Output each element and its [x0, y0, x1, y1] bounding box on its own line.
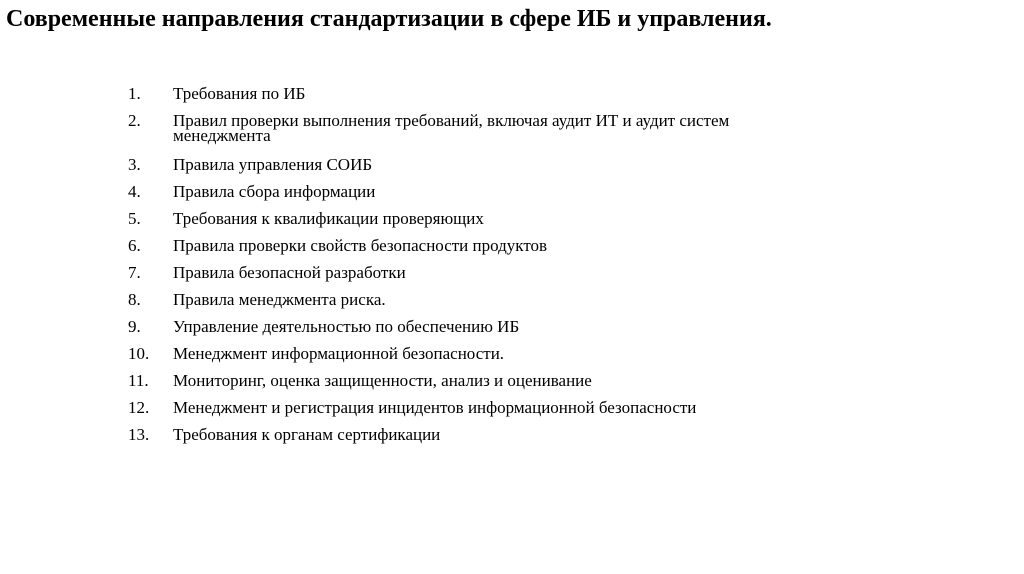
- list-item-text: Правила сбора информации: [173, 182, 376, 201]
- list-item: [128, 234, 828, 261]
- list-item-text: Управление деятельностью по обеспечению ИБ: [173, 317, 520, 336]
- list-item-text: Мониторинг, оценка защищенности, анализ и оценивание: [173, 371, 592, 390]
- list-item: [128, 396, 828, 423]
- list-item: [128, 180, 828, 207]
- list-item-text: Требования к квалификации проверяющих: [173, 209, 484, 228]
- list-item: [128, 82, 828, 109]
- list-item-number: 12.: [128, 398, 150, 417]
- list-item-text: Правила безопасной разработки: [173, 263, 406, 282]
- list-item-number: 10.: [128, 344, 150, 363]
- slide-title: Современные направления стандартизации в сфере ИБ и управления.: [6, 6, 772, 32]
- list-item-text: Требования к органам сертификации: [173, 425, 441, 444]
- list-item-text: Правила управления СОИБ: [173, 155, 373, 174]
- list-item: [128, 261, 828, 288]
- list-item: [128, 288, 828, 315]
- list-item-text: Правила менеджмента риска.: [173, 290, 386, 309]
- list-item-number: 11.: [128, 371, 149, 390]
- list-item-number: 9.: [128, 317, 141, 336]
- list-item: [128, 342, 828, 369]
- list-item: [128, 315, 828, 342]
- list-item-number: 3.: [128, 155, 141, 174]
- list-item-number: 5.: [128, 209, 141, 228]
- list-item-number: 7.: [128, 263, 141, 282]
- list-item-text: Правила проверки свойств безопасности продуктов: [173, 236, 548, 255]
- standards-list: [128, 82, 828, 450]
- list-item-number: 1.: [128, 84, 141, 103]
- list-item-number: 6.: [128, 236, 141, 255]
- list-item-text: Менеджмент информационной безопасности.: [173, 344, 505, 363]
- list-item-text: Требования по ИБ: [173, 84, 306, 103]
- list-item-text: Менеджмент и регистрация инцидентов информационной безопасности: [173, 398, 697, 417]
- list-item: [128, 207, 828, 234]
- list-item-number: 13.: [128, 425, 150, 444]
- list-item-number: 2.: [128, 111, 141, 130]
- list-item: [128, 109, 828, 153]
- list-item-text: Правил проверки выполнения требований, включая аудит ИТ и аудит систем менеджмента: [173, 111, 730, 145]
- list-item: [128, 423, 828, 450]
- list-item: [128, 153, 828, 180]
- list-item: [128, 369, 828, 396]
- list-item-number: 4.: [128, 182, 141, 201]
- list-item-number: 8.: [128, 290, 141, 309]
